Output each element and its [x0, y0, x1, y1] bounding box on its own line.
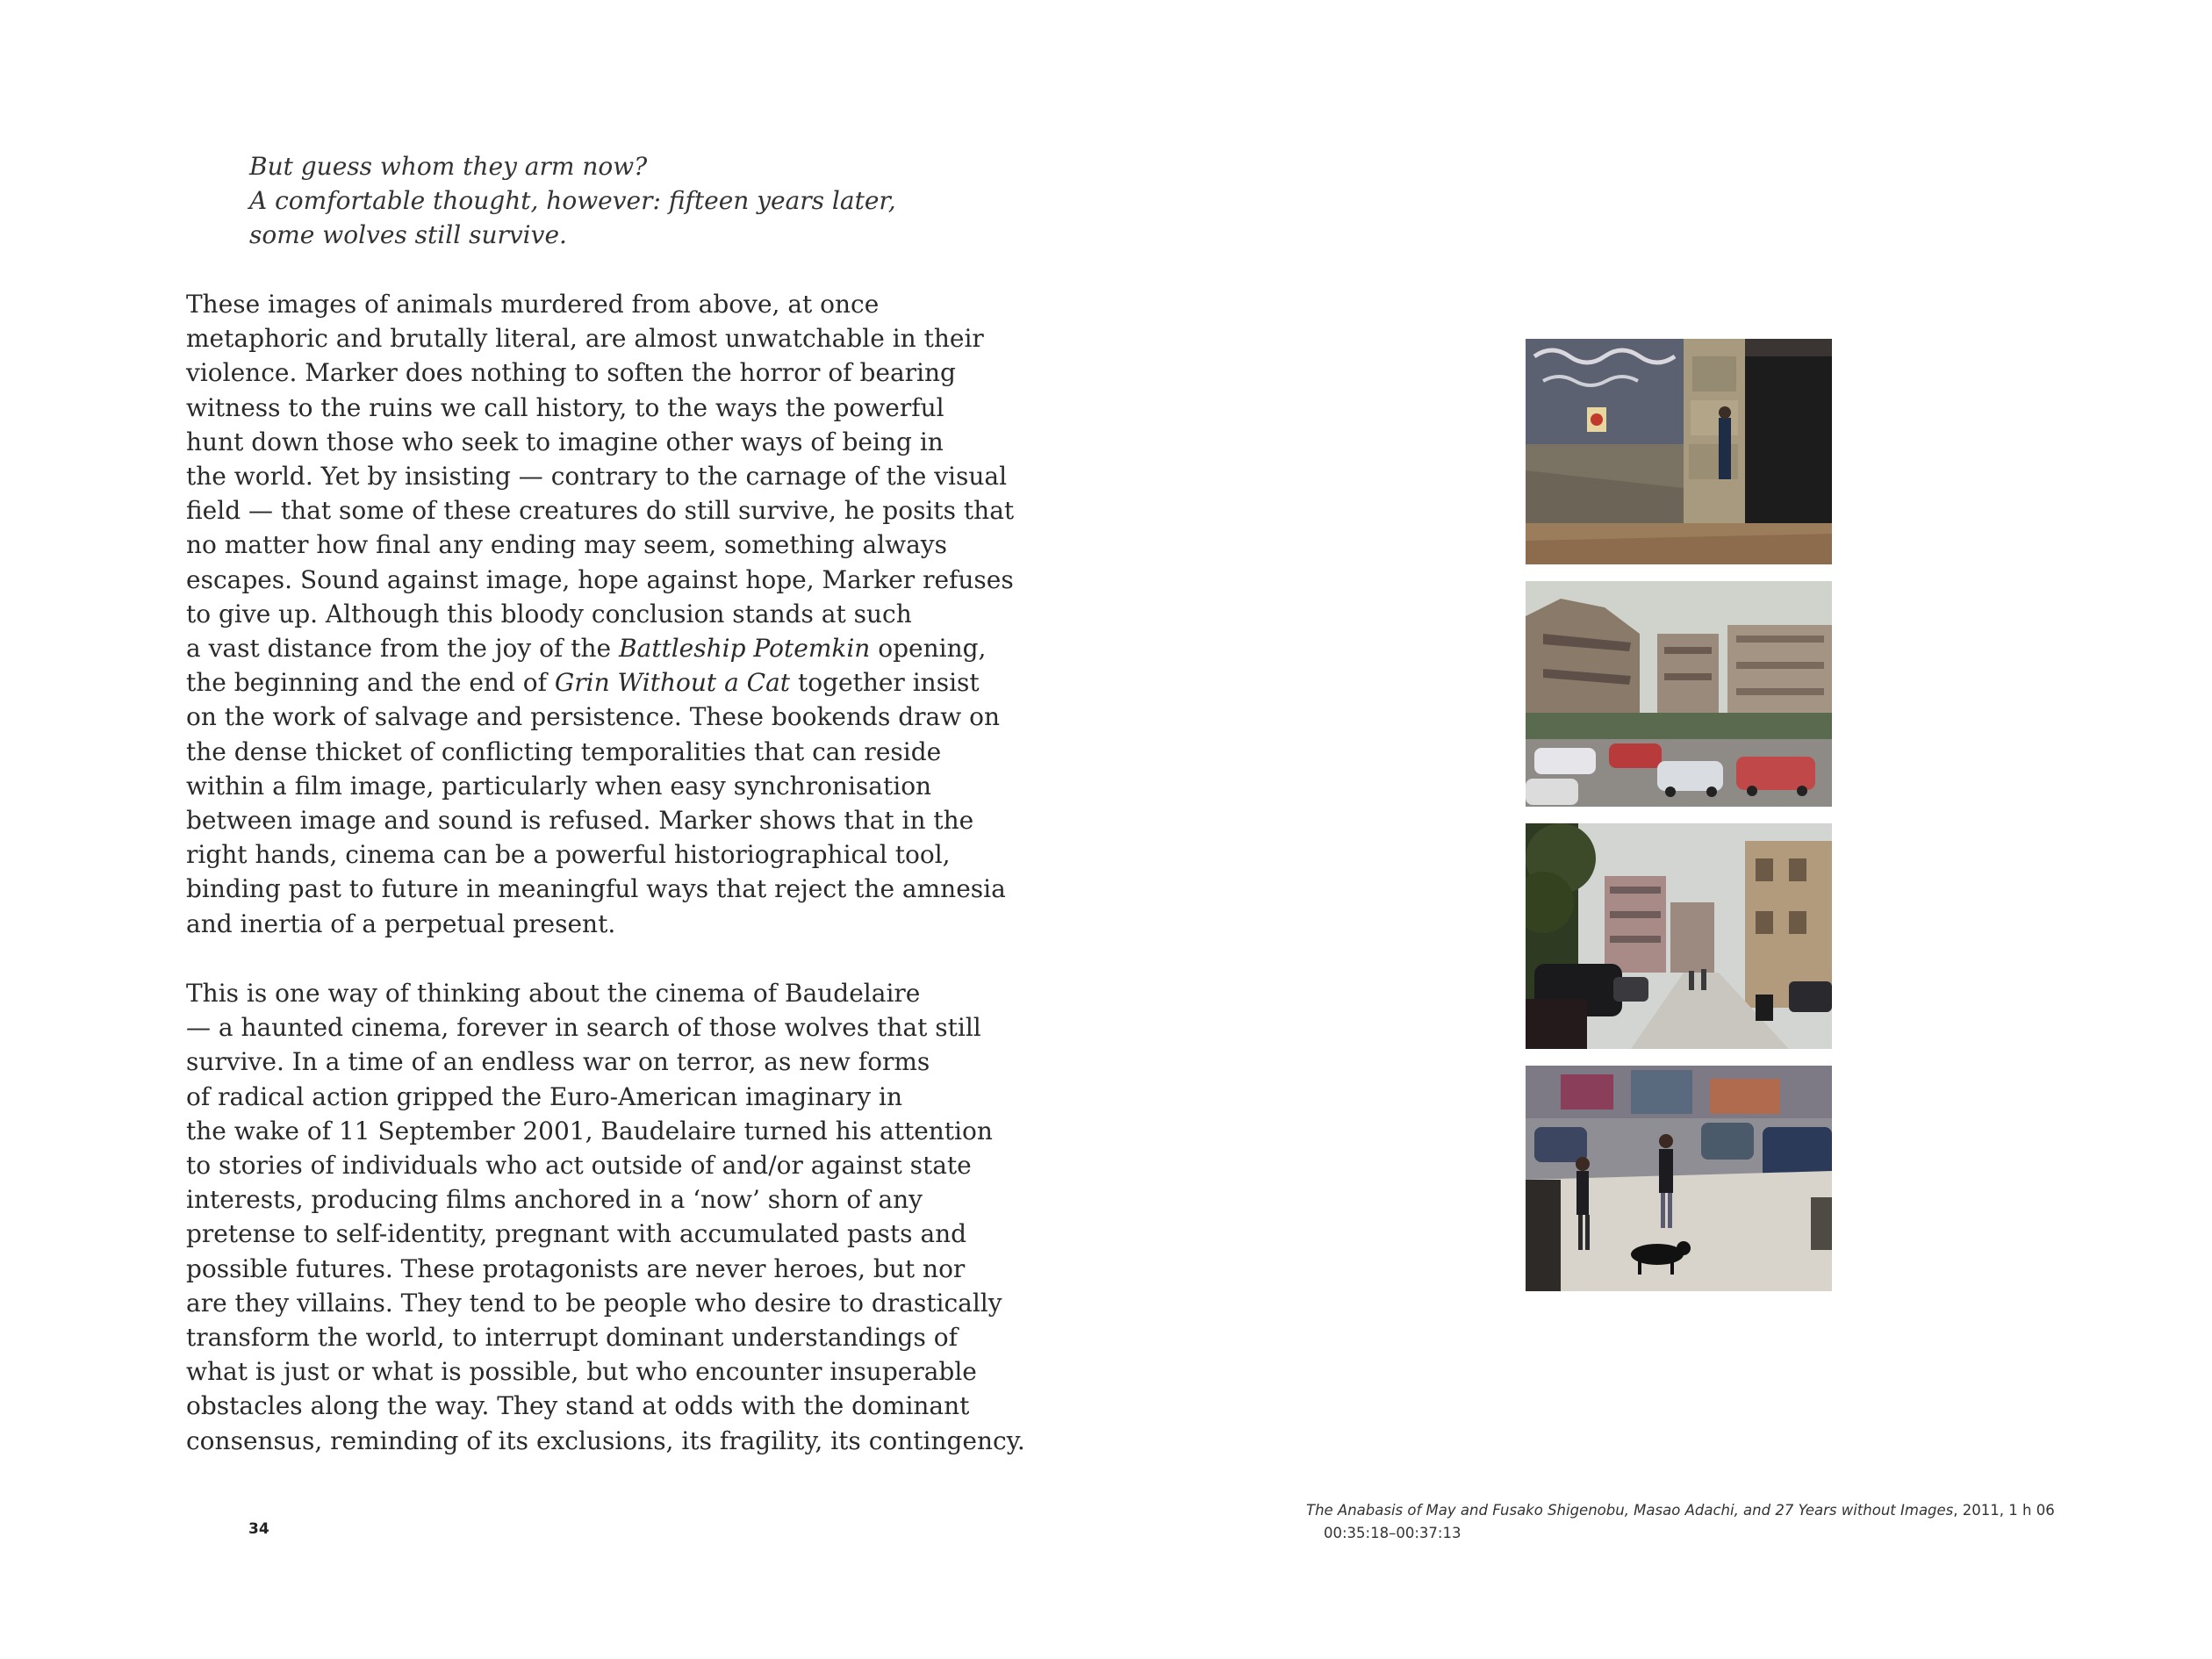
- text-line: are they villains. They tend to be people who desire to drastically: [186, 1288, 1002, 1318]
- text-line: — a haunted cinema, forever in search of those wolves that still: [186, 1013, 981, 1043]
- caption-line-1: [1306, 1499, 2055, 1522]
- film-still-1: [1526, 339, 1832, 564]
- text-line: metaphoric and brutally literal, are almost unwatchable in their: [186, 324, 984, 354]
- text-span: a vast distance from the joy of the: [186, 634, 619, 664]
- text-line: to stories of individuals who act outside of and/or against state: [186, 1151, 972, 1181]
- text-line: [186, 631, 987, 665]
- text-line: pretense to self-identity, pregnant with accumulated pasts and: [186, 1219, 967, 1249]
- film-title-italic: Grin Without a Cat: [554, 668, 791, 698]
- text-line: the dense thicket of conflicting temporalities that can reside: [186, 736, 942, 766]
- caption-film-title: The Anabasis of May and Fusako Shigenobu, Masao Adachi, and 27 Years without Images: [1306, 1502, 1954, 1519]
- text-line: no matter how final any ending may seem, something always: [186, 530, 947, 560]
- still-image-wall-doorway: [1526, 339, 1832, 564]
- text-line: obstacles along the way. They stand at odds with the dominant: [186, 1391, 970, 1421]
- text-line: These images of animals murdered from above, at once: [186, 290, 880, 319]
- text-line: and inertia of a perpetual present.: [186, 908, 616, 938]
- text-line: witness to the ruins we call history, to the ways the powerful: [186, 392, 944, 422]
- still-caption: [1306, 1499, 2055, 1545]
- text-line: hunt down those who seek to imagine other ways of being in: [186, 427, 944, 456]
- text-line: survive. In a time of an endless war on terror, as new forms: [186, 1047, 930, 1077]
- text-line: escapes. Sound against image, hope against hope, Marker refuses: [186, 564, 1014, 594]
- text-line: between image and sound is refused. Marker shows that in the: [186, 806, 974, 836]
- verse-quotation: [249, 149, 916, 252]
- body-paragraph-1: [186, 287, 1015, 941]
- verse-line: some wolves still survive.: [249, 220, 567, 249]
- still-image-people-and-dog: [1526, 1066, 1832, 1291]
- body-paragraph-2: [186, 976, 1025, 1458]
- caption-timecode: 00:35:18–00:37:13: [1324, 1525, 1462, 1541]
- text-line: to give up. Although this bloody conclusion stands at such: [186, 599, 912, 628]
- film-still-2: [1526, 581, 1832, 807]
- text-line: possible futures. These protagonists are never heroes, but nor: [186, 1253, 966, 1283]
- text-span: together insist: [790, 668, 980, 698]
- film-still-4: [1526, 1066, 1832, 1291]
- text-span: opening,: [870, 634, 987, 664]
- film-still-3: [1526, 823, 1832, 1049]
- still-image-ruined-buildings: [1526, 581, 1832, 807]
- text-span: the beginning and the end of: [186, 668, 555, 698]
- text-line: binding past to future in meaningful ways that reject the amnesia: [186, 874, 1006, 904]
- text-line: of radical action gripped the Euro-American imaginary in: [186, 1081, 903, 1111]
- text-line: the wake of 11 September 2001, Baudelaire turned his attention: [186, 1116, 993, 1146]
- page-number: 34: [248, 1520, 269, 1538]
- film-title-italic: Battleship Potemkin: [618, 634, 871, 664]
- text-line: This is one way of thinking about the cinema of Baudelaire: [186, 979, 921, 1008]
- caption-details: , 2011, 1 h 06: [1953, 1502, 2055, 1519]
- text-line: right hands, cinema can be a powerful historiographical tool,: [186, 840, 951, 870]
- text-line: [186, 665, 980, 700]
- text-line: on the work of salvage and persistence. These bookends draw on: [186, 702, 1000, 732]
- text-line: consensus, reminding of its exclusions, its fragility, its contingency.: [186, 1426, 1025, 1455]
- text-line: transform the world, to interrupt dominant understandings of: [186, 1323, 958, 1353]
- still-image-street: [1526, 823, 1832, 1049]
- text-line: what is just or what is possible, but who encounter insuperable: [186, 1357, 977, 1387]
- text-line: within a film image, particularly when easy synchronisation: [186, 771, 932, 801]
- verse-line: But guess whom they arm now?: [249, 152, 648, 181]
- text-line: the world. Yet by insisting — contrary to the carnage of the visual: [186, 462, 1008, 492]
- text-line: interests, producing films anchored in a ‘now’ shorn of any: [186, 1185, 923, 1215]
- verse-line: A comfortable thought, however: fifteen years later,: [249, 186, 896, 215]
- text-line: field — that some of these creatures do still survive, he posits that: [186, 496, 1015, 526]
- text-line: violence. Marker does nothing to soften the horror of bearing: [186, 358, 956, 388]
